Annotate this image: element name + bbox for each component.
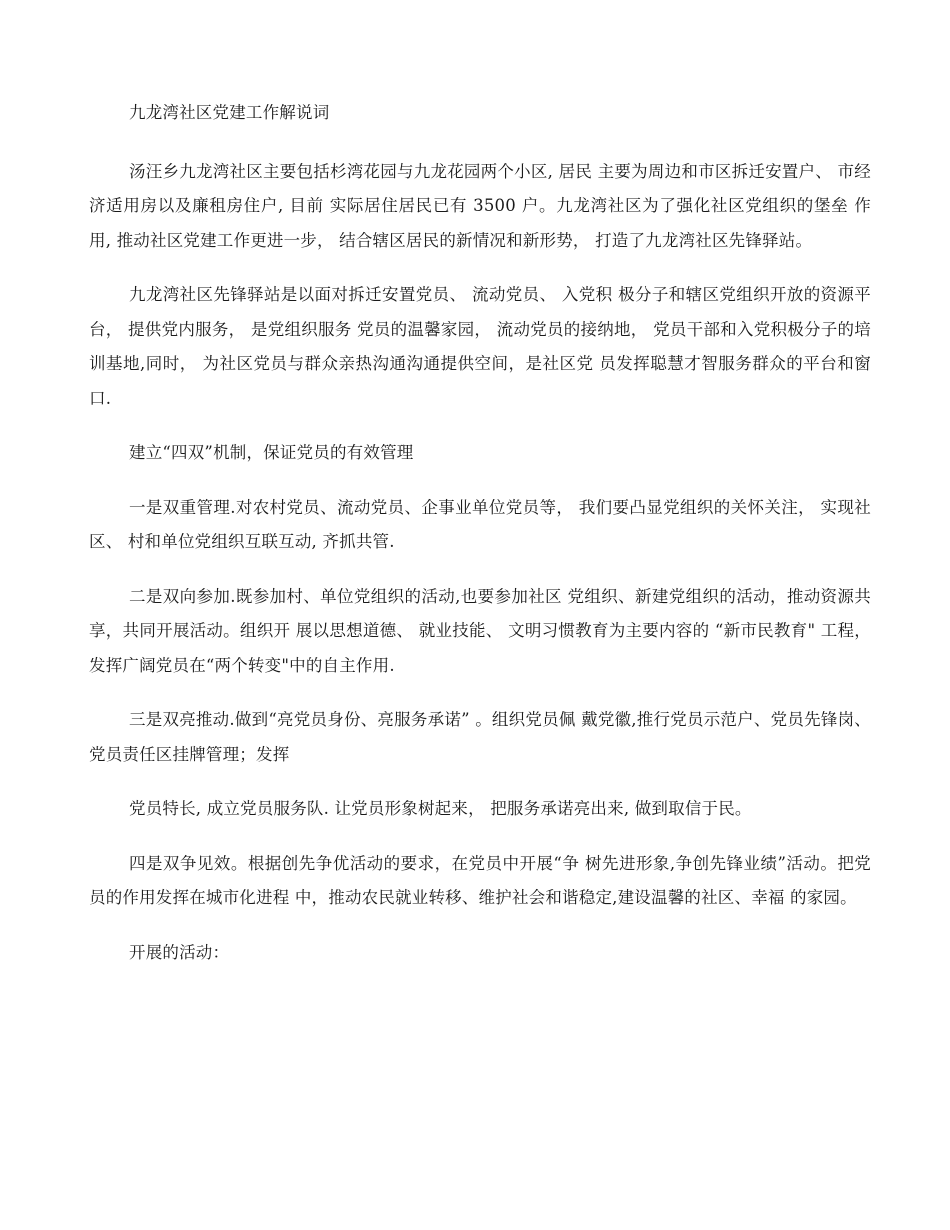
paragraph-dual-participation: 二是双向参加.既参加村、单位党组织的活动,也要参加社区 党组织、新建党组织的活动，推动资源共享，共同开展活动。组织开 展以思想道德、 就业技能、 文明习惯教育为主要内容的 “新市民教育" 工程，发挥广阔党员在“两个转变"中的自主作用. (89, 586, 871, 675)
paragraph-community-overview: 汤汪乡九龙湾社区主要包括杉湾花园与九龙花园两个小区, 居民 主要为周边和市区拆迁安置户、 市经济适用房以及廉租房住户, 目前 实际居住居民已有 3500 户。九龙湾社区为了强化社区党组织的堡垒 作用, 推动社区党建工作更进一步， 结合辖区居民的新情况和新形势， 打造了九龙湾社区先锋驿站。 (89, 161, 871, 250)
section-heading-four-double: 建立“四双”机制，保证党员的有效管理 (129, 443, 414, 462)
paragraph-service-team: 党员特长, 成立党员服务队. 让党员形象树起来， 把服务承诺亮出来, 做到取信于民。 (129, 799, 752, 818)
paragraph-dual-showing: 三是双亮推动.做到“亮党员身份、亮服务承诺” 。组织党员佩 戴党徽,推行党员示范户、党员先锋岗、党员责任区挂牌管理；发挥 (89, 710, 871, 764)
document-body (89, 96, 871, 990)
document-title: 九龙湾社区党建工作解说词 (129, 103, 330, 122)
paragraph-pioneer-station: 九龙湾社区先锋驿站是以面对拆迁安置党员、 流动党员、 入党积 极分子和辖区党组织开放的资源平台， 提供党内服务， 是党组织服务 党员的温馨家园， 流动党员的接纳地， 党员干部和入党积极分子的培 训基地,同时， 为社区党员与群众亲热沟通沟通提供空间，是社区党 员发挥聪慧才智服务群众的平台和窗口. (89, 285, 871, 408)
paragraph-activities-heading: 开展的活动： (129, 942, 230, 962)
paragraph-dual-management: 一是双重管理.对农村党员、流动党员、企事业单位党员等， 我们要凸显党组织的关怀关注， 实现社区、 村和单位党组织互联互动, 齐抓共管. (89, 497, 871, 551)
paragraph-dual-effect: 四是双争见效。根据创先争优活动的要求，在党员中开展“争 树先进形象,争创先锋业绩”活动。把党员的作用发挥在城市化进程 中，推动农民就业转移、维护社会和谐稳定,建设温馨的社区、幸福 的家园。 (89, 853, 871, 907)
